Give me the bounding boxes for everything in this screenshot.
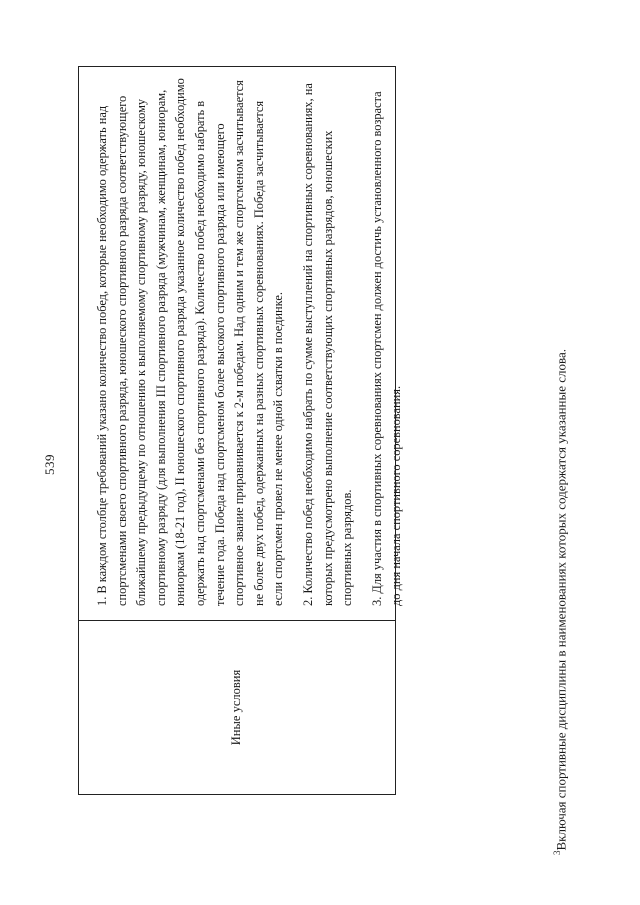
footnote-marker: 3 (552, 850, 562, 855)
footnote (552, 349, 569, 855)
table-label: Иные условия (229, 669, 243, 746)
page-number: 539 (42, 454, 57, 475)
table-label-cell (79, 620, 395, 794)
condition-paragraph-2: 2. Количество побед необходимо набрать по сумме выступлений на спортивных соревнованиях, на которых предусмотрено выполнение соответствующих спортивных разрядов, юношеских спортивных разрядов. (300, 83, 355, 606)
footnote-text: Включая спортивные дисциплины в наименованиях которых содержатся указанные слова. (553, 349, 569, 851)
table-content-cell (93, 76, 417, 606)
condition-paragraph-3: 3. Для участия в спортивных соревнованиях спортсмен должен достичь установленного возраста до дня начала спортивного соревнования. (369, 91, 404, 606)
requirements-table (78, 66, 404, 795)
condition-paragraph-1: 1. В каждом столбце требований указано количество побед, которые необходимо одержать над спортсменами своего спортивного разряда, юношеского спортивного разряда соответствующего ближайшему предыдущему по отношению к выполняемому спортивному разряду, юношескому спортивному разряду (для выполнения III спортивного разряда (мужчинам, женщинам, юниорам, юниоркам (18-21 год), II юношеского спортивного разряда указанное количество побед необходимо одержать над спортсменами без спортивного разряда). Количество побед необходимо набрать в течение года. Победа над спортсменом более высокого спортивного разряда или имеющего спортивное звание приравнивается к 2-м победам. Над одним и тем же спортсменом засчитывается не более двух побед, одержанных на разных спортивных соревнованиях. Победа засчитывается если спортсмен провел не менее одной схватки в поединке. (95, 78, 286, 606)
